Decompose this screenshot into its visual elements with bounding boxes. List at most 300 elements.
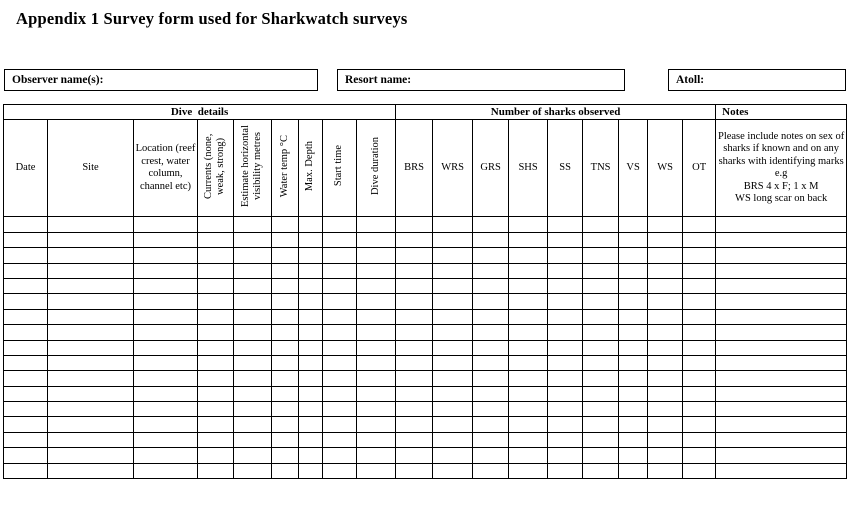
empty-cell[interactable] (548, 355, 583, 370)
empty-cell[interactable] (509, 325, 548, 340)
empty-cell[interactable] (619, 417, 648, 432)
empty-cell[interactable] (234, 340, 272, 355)
empty-cell[interactable] (648, 432, 683, 447)
empty-cell[interactable] (433, 278, 473, 293)
empty-cell[interactable] (323, 232, 357, 247)
empty-cell[interactable] (323, 402, 357, 417)
empty-cell[interactable] (234, 278, 272, 293)
empty-cell[interactable] (396, 463, 433, 478)
empty-cell[interactable] (683, 232, 716, 247)
empty-cell[interactable] (299, 463, 323, 478)
empty-cell[interactable] (272, 417, 299, 432)
empty-cell[interactable] (234, 371, 272, 386)
empty-cell[interactable] (272, 278, 299, 293)
empty-cell[interactable] (48, 448, 134, 463)
empty-cell[interactable] (583, 371, 619, 386)
empty-cell[interactable] (619, 278, 648, 293)
empty-cell[interactable] (357, 355, 396, 370)
empty-cell[interactable] (357, 448, 396, 463)
empty-cell[interactable] (323, 417, 357, 432)
empty-cell[interactable] (323, 448, 357, 463)
empty-cell[interactable] (323, 355, 357, 370)
empty-cell[interactable] (396, 417, 433, 432)
empty-cell[interactable] (4, 309, 48, 324)
empty-cell[interactable] (357, 278, 396, 293)
observer-name-field[interactable] (4, 69, 318, 91)
empty-cell[interactable] (716, 386, 847, 401)
empty-cell[interactable] (4, 294, 48, 309)
empty-cell[interactable] (299, 278, 323, 293)
empty-cell[interactable] (396, 371, 433, 386)
empty-cell[interactable] (433, 309, 473, 324)
empty-cell[interactable] (357, 263, 396, 278)
empty-cell[interactable] (299, 325, 323, 340)
empty-cell[interactable] (299, 217, 323, 232)
empty-cell[interactable] (48, 217, 134, 232)
empty-cell[interactable] (683, 294, 716, 309)
empty-cell[interactable] (134, 386, 198, 401)
empty-cell[interactable] (473, 417, 509, 432)
empty-cell[interactable] (716, 248, 847, 263)
empty-cell[interactable] (433, 371, 473, 386)
empty-cell[interactable] (4, 325, 48, 340)
empty-cell[interactable] (509, 232, 548, 247)
empty-cell[interactable] (198, 432, 234, 447)
empty-cell[interactable] (198, 294, 234, 309)
empty-cell[interactable] (272, 402, 299, 417)
resort-name-field[interactable] (337, 69, 625, 91)
empty-cell[interactable] (683, 309, 716, 324)
empty-cell[interactable] (48, 386, 134, 401)
empty-cell[interactable] (548, 432, 583, 447)
empty-cell[interactable] (509, 263, 548, 278)
empty-cell[interactable] (433, 355, 473, 370)
empty-cell[interactable] (396, 217, 433, 232)
empty-cell[interactable] (716, 340, 847, 355)
empty-cell[interactable] (433, 217, 473, 232)
empty-cell[interactable] (299, 448, 323, 463)
empty-cell[interactable] (583, 309, 619, 324)
empty-cell[interactable] (323, 371, 357, 386)
empty-cell[interactable] (683, 417, 716, 432)
empty-cell[interactable] (433, 432, 473, 447)
empty-cell[interactable] (683, 325, 716, 340)
empty-cell[interactable] (134, 232, 198, 247)
empty-cell[interactable] (396, 325, 433, 340)
empty-cell[interactable] (473, 325, 509, 340)
empty-cell[interactable] (299, 340, 323, 355)
empty-cell[interactable] (48, 309, 134, 324)
empty-cell[interactable] (4, 355, 48, 370)
empty-cell[interactable] (648, 386, 683, 401)
empty-cell[interactable] (473, 432, 509, 447)
empty-cell[interactable] (583, 432, 619, 447)
empty-cell[interactable] (396, 263, 433, 278)
empty-cell[interactable] (234, 309, 272, 324)
empty-cell[interactable] (4, 248, 48, 263)
empty-cell[interactable] (648, 263, 683, 278)
empty-cell[interactable] (234, 463, 272, 478)
empty-cell[interactable] (198, 325, 234, 340)
empty-cell[interactable] (357, 402, 396, 417)
empty-cell[interactable] (198, 278, 234, 293)
empty-cell[interactable] (473, 340, 509, 355)
empty-cell[interactable] (509, 463, 548, 478)
empty-cell[interactable] (683, 217, 716, 232)
empty-cell[interactable] (509, 371, 548, 386)
empty-cell[interactable] (473, 386, 509, 401)
empty-cell[interactable] (4, 263, 48, 278)
empty-cell[interactable] (716, 232, 847, 247)
empty-cell[interactable] (396, 355, 433, 370)
empty-cell[interactable] (683, 263, 716, 278)
empty-cell[interactable] (509, 294, 548, 309)
empty-cell[interactable] (683, 340, 716, 355)
empty-cell[interactable] (48, 432, 134, 447)
empty-cell[interactable] (198, 263, 234, 278)
empty-cell[interactable] (716, 309, 847, 324)
empty-cell[interactable] (323, 340, 357, 355)
empty-cell[interactable] (48, 232, 134, 247)
empty-cell[interactable] (473, 371, 509, 386)
empty-cell[interactable] (433, 386, 473, 401)
empty-cell[interactable] (509, 432, 548, 447)
empty-cell[interactable] (548, 417, 583, 432)
empty-cell[interactable] (299, 402, 323, 417)
empty-cell[interactable] (48, 294, 134, 309)
empty-cell[interactable] (299, 294, 323, 309)
empty-cell[interactable] (134, 463, 198, 478)
empty-cell[interactable] (716, 417, 847, 432)
empty-cell[interactable] (433, 463, 473, 478)
empty-cell[interactable] (323, 294, 357, 309)
empty-cell[interactable] (473, 278, 509, 293)
empty-cell[interactable] (548, 325, 583, 340)
empty-cell[interactable] (509, 278, 548, 293)
empty-cell[interactable] (716, 217, 847, 232)
empty-cell[interactable] (4, 232, 48, 247)
empty-cell[interactable] (548, 463, 583, 478)
empty-cell[interactable] (619, 386, 648, 401)
empty-cell[interactable] (648, 448, 683, 463)
empty-cell[interactable] (48, 325, 134, 340)
empty-cell[interactable] (683, 278, 716, 293)
empty-cell[interactable] (323, 248, 357, 263)
empty-cell[interactable] (583, 355, 619, 370)
empty-cell[interactable] (433, 294, 473, 309)
empty-cell[interactable] (583, 448, 619, 463)
empty-cell[interactable] (396, 340, 433, 355)
empty-cell[interactable] (683, 463, 716, 478)
empty-cell[interactable] (357, 232, 396, 247)
empty-cell[interactable] (433, 448, 473, 463)
empty-cell[interactable] (583, 263, 619, 278)
empty-cell[interactable] (357, 371, 396, 386)
empty-cell[interactable] (272, 325, 299, 340)
empty-cell[interactable] (648, 340, 683, 355)
empty-cell[interactable] (134, 263, 198, 278)
empty-cell[interactable] (272, 232, 299, 247)
empty-cell[interactable] (396, 448, 433, 463)
empty-cell[interactable] (583, 386, 619, 401)
empty-cell[interactable] (716, 355, 847, 370)
empty-cell[interactable] (272, 448, 299, 463)
empty-cell[interactable] (619, 263, 648, 278)
empty-cell[interactable] (134, 294, 198, 309)
empty-cell[interactable] (648, 402, 683, 417)
empty-cell[interactable] (509, 217, 548, 232)
empty-cell[interactable] (683, 371, 716, 386)
empty-cell[interactable] (396, 294, 433, 309)
empty-cell[interactable] (509, 248, 548, 263)
empty-cell[interactable] (357, 294, 396, 309)
empty-cell[interactable] (198, 340, 234, 355)
empty-cell[interactable] (323, 309, 357, 324)
empty-cell[interactable] (134, 325, 198, 340)
empty-cell[interactable] (357, 340, 396, 355)
empty-cell[interactable] (683, 248, 716, 263)
empty-cell[interactable] (619, 294, 648, 309)
empty-cell[interactable] (48, 263, 134, 278)
empty-cell[interactable] (357, 325, 396, 340)
empty-cell[interactable] (583, 325, 619, 340)
empty-cell[interactable] (48, 417, 134, 432)
empty-cell[interactable] (473, 248, 509, 263)
empty-cell[interactable] (396, 248, 433, 263)
empty-cell[interactable] (299, 309, 323, 324)
empty-cell[interactable] (548, 340, 583, 355)
empty-cell[interactable] (509, 448, 548, 463)
empty-cell[interactable] (648, 325, 683, 340)
empty-cell[interactable] (299, 263, 323, 278)
empty-cell[interactable] (198, 417, 234, 432)
empty-cell[interactable] (357, 217, 396, 232)
empty-cell[interactable] (299, 417, 323, 432)
empty-cell[interactable] (272, 217, 299, 232)
empty-cell[interactable] (548, 371, 583, 386)
empty-cell[interactable] (473, 355, 509, 370)
empty-cell[interactable] (134, 309, 198, 324)
empty-cell[interactable] (548, 386, 583, 401)
empty-cell[interactable] (548, 278, 583, 293)
empty-cell[interactable] (234, 417, 272, 432)
empty-cell[interactable] (357, 309, 396, 324)
empty-cell[interactable] (683, 386, 716, 401)
empty-cell[interactable] (48, 340, 134, 355)
empty-cell[interactable] (198, 355, 234, 370)
empty-cell[interactable] (48, 278, 134, 293)
empty-cell[interactable] (548, 248, 583, 263)
empty-cell[interactable] (583, 278, 619, 293)
empty-cell[interactable] (433, 232, 473, 247)
empty-cell[interactable] (134, 432, 198, 447)
empty-cell[interactable] (272, 294, 299, 309)
empty-cell[interactable] (48, 248, 134, 263)
empty-cell[interactable] (272, 355, 299, 370)
empty-cell[interactable] (716, 371, 847, 386)
empty-cell[interactable] (134, 402, 198, 417)
empty-cell[interactable] (272, 463, 299, 478)
empty-cell[interactable] (4, 278, 48, 293)
empty-cell[interactable] (548, 217, 583, 232)
empty-cell[interactable] (272, 371, 299, 386)
empty-cell[interactable] (198, 217, 234, 232)
empty-cell[interactable] (583, 217, 619, 232)
empty-cell[interactable] (198, 309, 234, 324)
empty-cell[interactable] (433, 402, 473, 417)
empty-cell[interactable] (134, 217, 198, 232)
empty-cell[interactable] (548, 448, 583, 463)
empty-cell[interactable] (583, 417, 619, 432)
empty-cell[interactable] (48, 371, 134, 386)
empty-cell[interactable] (198, 232, 234, 247)
empty-cell[interactable] (716, 263, 847, 278)
empty-cell[interactable] (648, 278, 683, 293)
empty-cell[interactable] (234, 448, 272, 463)
atoll-field[interactable] (668, 69, 846, 91)
empty-cell[interactable] (299, 432, 323, 447)
empty-cell[interactable] (716, 325, 847, 340)
empty-cell[interactable] (683, 432, 716, 447)
empty-cell[interactable] (134, 417, 198, 432)
empty-cell[interactable] (619, 355, 648, 370)
empty-cell[interactable] (683, 448, 716, 463)
empty-cell[interactable] (509, 340, 548, 355)
empty-cell[interactable] (198, 448, 234, 463)
empty-cell[interactable] (323, 278, 357, 293)
empty-cell[interactable] (323, 386, 357, 401)
empty-cell[interactable] (509, 417, 548, 432)
empty-cell[interactable] (234, 294, 272, 309)
empty-cell[interactable] (396, 386, 433, 401)
empty-cell[interactable] (648, 371, 683, 386)
empty-cell[interactable] (323, 325, 357, 340)
empty-cell[interactable] (272, 263, 299, 278)
empty-cell[interactable] (473, 448, 509, 463)
empty-cell[interactable] (548, 294, 583, 309)
empty-cell[interactable] (648, 217, 683, 232)
empty-cell[interactable] (4, 432, 48, 447)
empty-cell[interactable] (272, 432, 299, 447)
empty-cell[interactable] (299, 386, 323, 401)
empty-cell[interactable] (4, 371, 48, 386)
empty-cell[interactable] (473, 463, 509, 478)
empty-cell[interactable] (357, 417, 396, 432)
empty-cell[interactable] (509, 309, 548, 324)
empty-cell[interactable] (619, 371, 648, 386)
empty-cell[interactable] (583, 294, 619, 309)
empty-cell[interactable] (4, 217, 48, 232)
empty-cell[interactable] (234, 402, 272, 417)
empty-cell[interactable] (433, 325, 473, 340)
empty-cell[interactable] (48, 355, 134, 370)
empty-cell[interactable] (648, 355, 683, 370)
empty-cell[interactable] (134, 340, 198, 355)
empty-cell[interactable] (198, 248, 234, 263)
empty-cell[interactable] (473, 263, 509, 278)
empty-cell[interactable] (433, 340, 473, 355)
empty-cell[interactable] (234, 232, 272, 247)
empty-cell[interactable] (134, 371, 198, 386)
empty-cell[interactable] (473, 217, 509, 232)
empty-cell[interactable] (272, 340, 299, 355)
empty-cell[interactable] (4, 402, 48, 417)
empty-cell[interactable] (683, 402, 716, 417)
empty-cell[interactable] (619, 232, 648, 247)
empty-cell[interactable] (583, 402, 619, 417)
empty-cell[interactable] (396, 278, 433, 293)
empty-cell[interactable] (619, 309, 648, 324)
empty-cell[interactable] (716, 294, 847, 309)
empty-cell[interactable] (473, 402, 509, 417)
empty-cell[interactable] (683, 355, 716, 370)
empty-cell[interactable] (619, 248, 648, 263)
empty-cell[interactable] (619, 463, 648, 478)
empty-cell[interactable] (234, 355, 272, 370)
empty-cell[interactable] (548, 402, 583, 417)
empty-cell[interactable] (648, 309, 683, 324)
empty-cell[interactable] (323, 217, 357, 232)
empty-cell[interactable] (396, 309, 433, 324)
empty-cell[interactable] (509, 355, 548, 370)
empty-cell[interactable] (4, 448, 48, 463)
empty-cell[interactable] (48, 463, 134, 478)
empty-cell[interactable] (433, 417, 473, 432)
empty-cell[interactable] (648, 463, 683, 478)
empty-cell[interactable] (396, 402, 433, 417)
empty-cell[interactable] (323, 463, 357, 478)
empty-cell[interactable] (357, 248, 396, 263)
empty-cell[interactable] (272, 309, 299, 324)
empty-cell[interactable] (509, 402, 548, 417)
empty-cell[interactable] (234, 248, 272, 263)
empty-cell[interactable] (299, 248, 323, 263)
empty-cell[interactable] (619, 402, 648, 417)
empty-cell[interactable] (716, 432, 847, 447)
empty-cell[interactable] (619, 340, 648, 355)
empty-cell[interactable] (433, 263, 473, 278)
empty-cell[interactable] (619, 432, 648, 447)
empty-cell[interactable] (4, 417, 48, 432)
empty-cell[interactable] (473, 294, 509, 309)
empty-cell[interactable] (396, 232, 433, 247)
empty-cell[interactable] (134, 448, 198, 463)
empty-cell[interactable] (357, 386, 396, 401)
empty-cell[interactable] (473, 232, 509, 247)
empty-cell[interactable] (357, 432, 396, 447)
empty-cell[interactable] (48, 402, 134, 417)
empty-cell[interactable] (234, 263, 272, 278)
empty-cell[interactable] (134, 248, 198, 263)
empty-cell[interactable] (198, 371, 234, 386)
empty-cell[interactable] (272, 386, 299, 401)
empty-cell[interactable] (648, 232, 683, 247)
empty-cell[interactable] (716, 448, 847, 463)
empty-cell[interactable] (648, 417, 683, 432)
empty-cell[interactable] (134, 278, 198, 293)
empty-cell[interactable] (619, 448, 648, 463)
empty-cell[interactable] (357, 463, 396, 478)
empty-cell[interactable] (234, 386, 272, 401)
empty-cell[interactable] (4, 340, 48, 355)
empty-cell[interactable] (716, 463, 847, 478)
empty-cell[interactable] (619, 217, 648, 232)
empty-cell[interactable] (716, 278, 847, 293)
empty-cell[interactable] (583, 248, 619, 263)
empty-cell[interactable] (648, 294, 683, 309)
empty-cell[interactable] (198, 402, 234, 417)
empty-cell[interactable] (583, 232, 619, 247)
